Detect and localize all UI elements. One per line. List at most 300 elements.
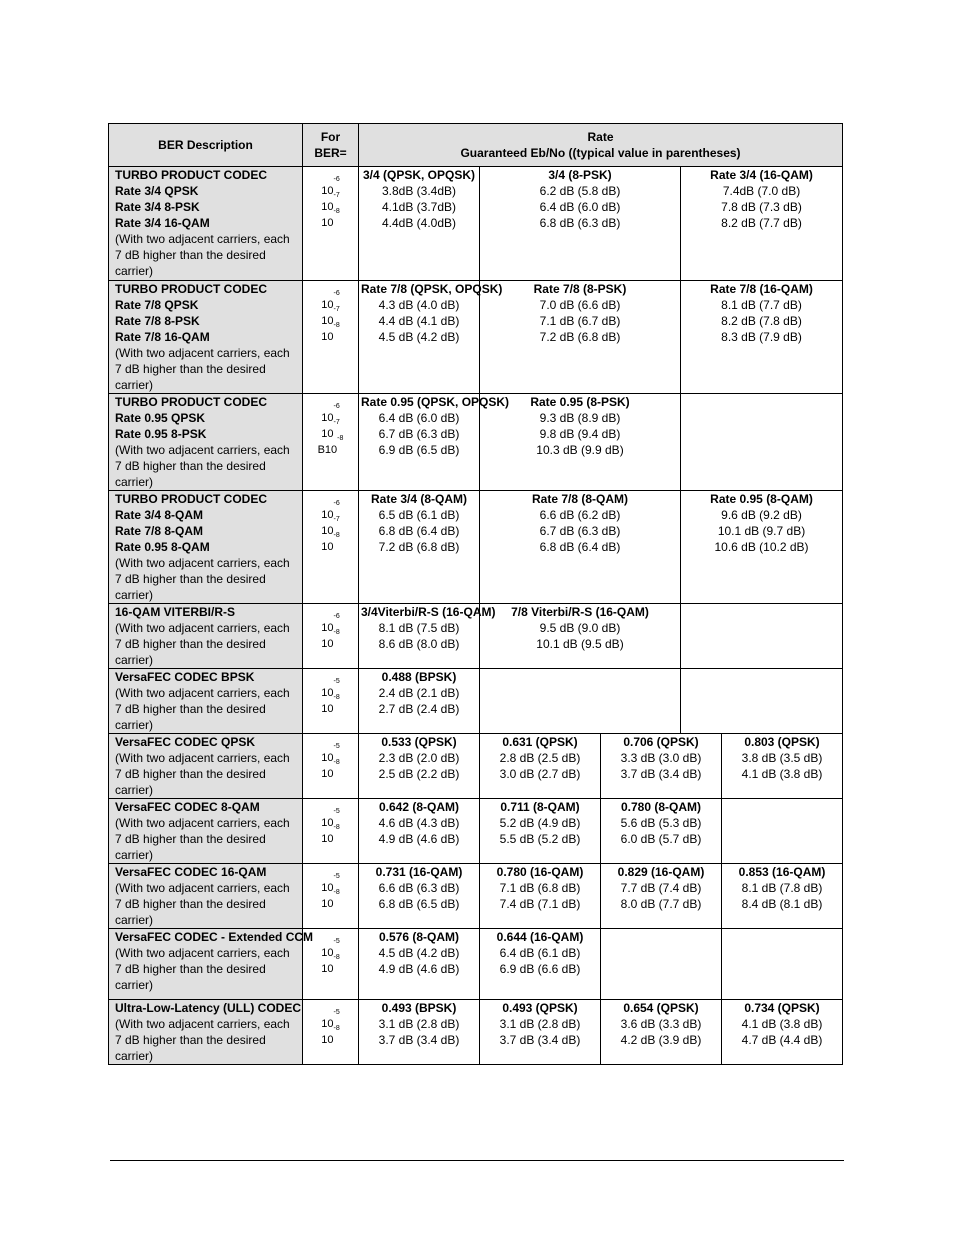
ber-exponent: -8: [333, 532, 340, 539]
ber-value: [303, 629, 358, 652]
description-note: (With two adjacent carriers, each 7 dB higher than the desired carrier): [115, 621, 290, 667]
description-title: VersaFEC CODEC QPSK: [115, 735, 256, 749]
ber-value: [303, 1009, 358, 1032]
ber-value: [303, 873, 358, 896]
ber-exponent: -6: [333, 290, 340, 297]
table-row: [109, 864, 843, 929]
description-note: (With two adjacent carriers, each 7 dB higher than the desired carrier): [115, 232, 290, 278]
description-title: Rate 7/8 8-PSK: [115, 314, 200, 328]
description-title: VersaFEC CODEC BPSK: [115, 670, 255, 684]
eb-no-value: 4.1dB (3.7dB): [381, 200, 457, 214]
table-row: [109, 799, 843, 864]
ber-mantissa: B10: [317, 444, 338, 456]
rate-cell: [359, 734, 480, 799]
rate-title: 0.711 (8-QAM): [500, 800, 580, 814]
eb-no-value: 8.1 dB (7.8 dB): [741, 881, 823, 895]
eb-no-value: 6.2 dB (5.8 dB): [539, 184, 621, 198]
eb-no-value: 2.8 dB (2.5 dB): [499, 751, 581, 765]
ber-description-cell: [109, 799, 303, 864]
eb-no-value: 4.4 dB (4.1 dB): [378, 314, 460, 328]
eb-no-value: 7.8 dB (7.3 dB): [721, 200, 802, 214]
description-note: (With two adjacent carriers, each 7 dB higher than the desired carrier): [115, 443, 290, 489]
eb-no-value: 4.1 dB (3.8 dB): [741, 767, 823, 781]
eb-no-value: 9.8 dB (9.4 dB): [539, 427, 621, 441]
eb-no-value: 6.4 dB (6.1 dB): [499, 946, 581, 960]
rate-title: 0.488 (BPSK): [381, 670, 457, 684]
ber-value-cell: [303, 167, 359, 281]
eb-no-value: 2.3 dB (2.0 dB): [378, 751, 460, 765]
rate-cell: [681, 394, 843, 491]
description-note: (With two adjacent carriers, each 7 dB higher than the desired carrier): [115, 816, 290, 862]
eb-no-value: 6.0 dB (5.7 dB): [620, 832, 702, 846]
eb-no-value: 2.7 dB (2.4 dB): [378, 702, 460, 716]
ber-exponent: -8: [333, 208, 340, 215]
rate-cell: [722, 799, 843, 864]
header-ber-description: [109, 124, 303, 167]
description-note: (With two adjacent carriers, each 7 dB higher than the desired carrier): [115, 1017, 290, 1063]
description-title: Rate 7/8 8-QAM: [115, 524, 204, 538]
ber-description-cell: [109, 394, 303, 491]
ber-exponent: -5: [333, 938, 340, 945]
ber-mantissa: 10: [321, 428, 334, 440]
ber-mantissa: 10: [321, 898, 334, 910]
eb-no-value: 7.0 dB (6.6 dB): [539, 298, 621, 312]
table-row: [109, 669, 843, 734]
eb-no-value: 5.5 dB (5.2 dB): [499, 832, 581, 846]
ber-mantissa: 10: [321, 882, 334, 894]
ber-mantissa: 10: [321, 768, 334, 780]
ber-description-cell: [109, 669, 303, 734]
ber-value-cell: [303, 604, 359, 669]
eb-no-value: 4.3 dB (4.0 dB): [378, 298, 460, 312]
rate-title: 0.631 (QPSK): [502, 735, 578, 749]
ber-mantissa: 10: [321, 703, 334, 715]
eb-no-value: 8.1 dB (7.7 dB): [721, 298, 802, 312]
description-title: TURBO PRODUCT CODEC: [115, 168, 267, 182]
rate-title: 0.780 (8-QAM): [620, 800, 702, 814]
description-title: Ultra-Low-Latency (ULL) CODEC: [115, 1001, 301, 1015]
rate-title: 0.731 (16-QAM): [375, 865, 463, 879]
eb-no-value: 8.1 dB (7.5 dB): [378, 621, 460, 635]
eb-no-value: 4.5 dB (4.2 dB): [378, 330, 460, 344]
ber-mantissa: 10: [321, 509, 334, 521]
rate-title: 3/4Viterbi/R-S (16-QAM): [361, 605, 496, 619]
ber-value: [303, 322, 358, 345]
description-note: (With two adjacent carriers, each 7 dB higher than the desired carrier): [115, 556, 290, 602]
rate-cell: [359, 394, 510, 491]
ber-value: [303, 176, 358, 199]
header-ber-label: BER=: [314, 146, 347, 160]
eb-no-value: 4.2 dB (3.9 dB): [620, 1033, 702, 1047]
description-title: 16-QAM VITERBI/R-S: [115, 605, 236, 619]
ber-mantissa: 10: [321, 315, 334, 327]
eb-no-value: 7.7 dB (7.4 dB): [620, 881, 702, 895]
ber-exponent: -8: [333, 1025, 340, 1032]
rate-cell: [722, 734, 843, 799]
rate-title: Rate 7/8 (8-PSK): [533, 282, 627, 296]
eb-no-value: 6.8 dB (6.5 dB): [378, 897, 460, 911]
ber-exponent: -6: [333, 403, 340, 410]
ber-value: [303, 500, 358, 523]
eb-no-value: 4.9 dB (4.6 dB): [378, 962, 460, 976]
rate-cell: [359, 799, 480, 864]
rate-title: 0.644 (16-QAM): [496, 930, 584, 944]
description-title: Rate 3/4 8-QAM: [115, 508, 204, 522]
header-rate-label: Rate: [587, 130, 614, 144]
rate-cell: [722, 1000, 843, 1065]
ber-value: [303, 435, 358, 458]
rate-cell: [480, 491, 681, 604]
description-title: VersaFEC CODEC 8-QAM: [115, 800, 260, 814]
ber-description-cell: [109, 864, 303, 929]
rate-title: Rate 0.95 (QPSK, OPQSK): [361, 395, 510, 409]
description-note: (With two adjacent carriers, each 7 dB higher than the desired carrier): [115, 881, 290, 927]
eb-no-value: 9.5 dB (9.0 dB): [539, 621, 621, 635]
rate-title: 0.654 (QPSK): [623, 1001, 699, 1015]
ber-exponent: -5: [333, 808, 340, 815]
table-row: [109, 491, 843, 604]
ber-mantissa: 10: [321, 412, 334, 424]
footer-divider: [110, 1160, 844, 1161]
ber-mantissa: 10: [321, 217, 334, 229]
ber-exponent: -6: [333, 176, 340, 183]
eb-no-value: 3.1 dB (2.8 dB): [378, 1017, 460, 1031]
rate-cell: [681, 604, 843, 669]
ber-spec-table: [108, 123, 843, 1065]
rate-cell: [480, 281, 681, 394]
rate-cell: [480, 799, 601, 864]
description-title: Rate 0.95 8-PSK: [115, 427, 207, 441]
description-title: Rate 3/4 QPSK: [115, 184, 199, 198]
eb-no-value: 6.5 dB (6.1 dB): [378, 508, 460, 522]
rate-title: 0.734 (QPSK): [744, 1001, 820, 1015]
eb-no-value: 6.8 dB (6.3 dB): [539, 216, 621, 230]
ber-value: [303, 516, 358, 539]
rate-cell: [359, 669, 480, 734]
ber-spacer: [303, 864, 358, 880]
rate-cell: [480, 394, 681, 491]
ber-exponent: -5: [333, 873, 340, 880]
ber-description-cell: [109, 604, 303, 669]
description-title: TURBO PRODUCT CODEC: [115, 492, 267, 506]
ber-mantissa: 10: [321, 525, 334, 537]
ber-value: [303, 613, 358, 636]
eb-no-value: 7.4dB (7.0 dB): [722, 184, 801, 198]
eb-no-value: 6.7 dB (6.3 dB): [378, 427, 460, 441]
ber-exponent: -8: [333, 889, 340, 896]
table-body: [109, 167, 843, 1065]
rate-cell: [359, 491, 480, 604]
table-row: [109, 1000, 843, 1065]
rate-title: 0.533 (QPSK): [381, 735, 457, 749]
eb-no-value: 3.1 dB (2.8 dB): [499, 1017, 581, 1031]
rate-cell: [359, 864, 480, 929]
ber-spacer: [303, 669, 358, 685]
rate-title: Rate 3/4 (16-QAM): [710, 168, 813, 182]
rate-cell: [359, 281, 503, 394]
ber-mantissa: 10: [321, 947, 334, 959]
eb-no-value: 4.6 dB (4.3 dB): [378, 816, 460, 830]
ber-value: [303, 808, 358, 831]
rate-title: Rate 0.95 (8-PSK): [530, 395, 630, 409]
table-header-row: [109, 124, 843, 167]
ber-spacer: [303, 734, 358, 750]
eb-no-value: 8.0 dB (7.7 dB): [620, 897, 702, 911]
description-title: Rate 3/4 8-PSK: [115, 200, 200, 214]
eb-no-value: 8.4 dB (8.1 dB): [741, 897, 823, 911]
rate-title: 0.853 (16-QAM): [738, 865, 826, 879]
rate-cell: [480, 604, 681, 669]
ber-mantissa: 10: [321, 752, 334, 764]
rate-title: Rate 7/8 (16-QAM): [710, 282, 813, 296]
rate-title: 0.493 (QPSK): [502, 1001, 578, 1015]
ber-spacer: [303, 281, 358, 297]
rate-cell: [480, 734, 601, 799]
ber-value: [303, 889, 358, 912]
eb-no-value: 7.1 dB (6.7 dB): [539, 314, 621, 328]
ber-value-cell: [303, 1000, 359, 1065]
ber-description-cell: [109, 281, 303, 394]
ber-mantissa: 10: [321, 622, 334, 634]
rate-title: 0.780 (16-QAM): [496, 865, 584, 879]
ber-value: [303, 759, 358, 782]
rate-cell: [359, 1000, 480, 1065]
eb-no-value: 6.8 dB (6.4 dB): [539, 540, 621, 554]
ber-description-cell: [109, 1000, 303, 1065]
eb-no-value: 2.5 dB (2.2 dB): [378, 767, 460, 781]
description-note: (With two adjacent carriers, each 7 dB higher than the desired carrier): [115, 346, 290, 392]
ber-spacer: [303, 799, 358, 815]
ber-exponent: -7: [333, 516, 340, 523]
eb-no-value: 6.4 dB (6.0 dB): [378, 411, 460, 425]
eb-no-value: 3.7 dB (3.4 dB): [620, 767, 702, 781]
ber-mantissa: 10: [321, 201, 334, 213]
header-for-ber: [303, 124, 359, 167]
ber-spacer: [303, 491, 358, 507]
eb-no-value: 10.1 dB (9.5 dB): [536, 637, 624, 651]
description-note: (With two adjacent carriers, each 7 dB higher than the desired carrier): [115, 686, 290, 732]
ber-exponent: -7: [333, 306, 340, 313]
eb-no-value: 4.4dB (4.0dB): [381, 216, 457, 230]
table-row: [109, 167, 843, 281]
ber-mantissa: 10: [321, 299, 334, 311]
ber-exponent: -6: [333, 500, 340, 507]
rate-cell: [480, 864, 601, 929]
ber-spacer: [303, 394, 358, 410]
rate-cell: [601, 799, 722, 864]
rate-cell: [359, 167, 480, 281]
eb-no-value: 10.1 dB (9.7 dB): [717, 524, 806, 538]
ber-mantissa: 10: [321, 185, 334, 197]
eb-no-value: 3.8 dB (3.5 dB): [741, 751, 823, 765]
ber-exponent: -8: [333, 759, 340, 766]
rate-title: 0.642 (8-QAM): [378, 800, 460, 814]
rate-cell: [480, 929, 601, 1000]
rate-cell: [681, 491, 843, 604]
rate-cell: [722, 929, 843, 1000]
eb-no-value: 5.2 dB (4.9 dB): [499, 816, 581, 830]
ber-mantissa: 10: [321, 687, 334, 699]
ber-value: [303, 694, 358, 717]
ber-mantissa: 10: [321, 963, 334, 975]
rate-title: 0.706 (QPSK): [623, 735, 699, 749]
rate-cell: [359, 929, 480, 1000]
eb-no-value: 4.1 dB (3.8 dB): [741, 1017, 823, 1031]
rate-cell: [681, 281, 843, 394]
ber-description-cell: [109, 491, 303, 604]
ber-exponent: -8: [333, 954, 340, 961]
eb-no-value: 6.9 dB (6.5 dB): [378, 443, 460, 457]
ber-description-cell: [109, 167, 303, 281]
eb-no-value: 9.6 dB (9.2 dB): [721, 508, 802, 522]
eb-no-value: 3.6 dB (3.3 dB): [620, 1017, 702, 1031]
ber-value-cell: [303, 669, 359, 734]
ber-mantissa: 10: [321, 638, 334, 650]
ber-exponent: -5: [333, 1009, 340, 1016]
rate-title: 0.803 (QPSK): [744, 735, 820, 749]
ber-exponent: -8: [333, 824, 340, 831]
rate-cell: [601, 864, 722, 929]
rate-title: Rate 0.95 (8-QAM): [710, 492, 813, 506]
ber-value: [303, 208, 358, 231]
ber-exponent: -6: [333, 613, 340, 620]
eb-no-value: 5.6 dB (5.3 dB): [620, 816, 702, 830]
ber-value-cell: [303, 281, 359, 394]
description-note: (With two adjacent carriers, each 7 dB higher than the desired carrier): [115, 751, 290, 797]
ber-value-cell: [303, 864, 359, 929]
eb-no-value: 8.2 dB (7.8 dB): [721, 314, 802, 328]
rate-title: 3/4 (8-PSK): [548, 168, 612, 182]
ber-mantissa: 10: [321, 541, 334, 553]
table-row: [109, 281, 843, 394]
eb-no-value: 4.7 dB (4.4 dB): [741, 1033, 823, 1047]
header-rate: [359, 124, 843, 167]
rate-title: 3/4 (QPSK, OPQSK): [362, 168, 476, 182]
rate-cell: [480, 167, 681, 281]
description-title: VersaFEC CODEC - Extended CCM: [115, 930, 314, 944]
rate-cell: [601, 734, 722, 799]
rate-cell: [359, 604, 496, 669]
table-row: [109, 929, 843, 1000]
rate-title: 0.576 (8-QAM): [378, 930, 460, 944]
rate-title: 0.493 (BPSK): [381, 1001, 457, 1015]
rate-title: Rate 3/4 (8-QAM): [370, 492, 468, 506]
eb-no-value: 3.8dB (3.4dB): [381, 184, 457, 198]
ber-description-cell: [109, 929, 314, 1000]
description-title: Rate 0.95 QPSK: [115, 411, 206, 425]
rate-title: Rate 7/8 (8-QAM): [531, 492, 629, 506]
table-row: [109, 604, 843, 669]
eb-no-value: 3.3 dB (3.0 dB): [620, 751, 702, 765]
ber-spacer: [303, 167, 358, 183]
eb-no-value: 4.9 dB (4.6 dB): [378, 832, 460, 846]
ber-value: [303, 1025, 358, 1048]
rate-cell: [681, 167, 843, 281]
ber-value: [303, 954, 358, 977]
description-title: Rate 7/8 16-QAM: [115, 330, 210, 344]
ber-exponent: -7: [333, 192, 340, 199]
rate-title: 7/8 Viterbi/R-S (16-QAM): [511, 605, 649, 619]
eb-no-value: 8.2 dB (7.7 dB): [721, 216, 802, 230]
ber-description-cell: [109, 734, 303, 799]
eb-no-value: 7.2 dB (6.8 dB): [378, 540, 460, 554]
ber-spacer: [303, 1000, 358, 1016]
rate-cell: [722, 864, 843, 929]
rate-title: Rate 7/8 (QPSK, OPQSK): [361, 282, 503, 296]
ber-value: [303, 403, 358, 426]
rate-cell: [601, 929, 722, 1000]
ber-exponent: -7: [333, 419, 340, 426]
ber-value: [303, 532, 358, 555]
eb-no-value: 9.3 dB (8.9 dB): [539, 411, 621, 425]
ber-value: [303, 290, 358, 313]
ber-value-cell: [303, 394, 359, 491]
eb-no-value: 6.6 dB (6.2 dB): [539, 508, 621, 522]
eb-no-value: 10.3 dB (9.9 dB): [536, 443, 624, 457]
rate-cell: [601, 1000, 722, 1065]
table-row: [109, 734, 843, 799]
ber-exponent: -8: [337, 435, 344, 442]
description-title: TURBO PRODUCT CODEC: [115, 395, 267, 409]
ber-mantissa: 10: [321, 817, 334, 829]
header-for-label: For: [320, 130, 341, 144]
table-row: [109, 394, 843, 491]
eb-no-value: 4.5 dB (4.2 dB): [378, 946, 460, 960]
ber-exponent: -8: [333, 322, 340, 329]
ber-value: [303, 419, 358, 442]
eb-no-value: 7.4 dB (7.1 dB): [499, 897, 581, 911]
rate-cell: [681, 669, 843, 734]
eb-no-value: 10.6 dB (10.2 dB): [714, 540, 809, 554]
ber-value-cell: [303, 799, 359, 864]
eb-no-value: 3.7 dB (3.4 dB): [378, 1033, 460, 1047]
eb-no-value: 6.4 dB (6.0 dB): [539, 200, 621, 214]
ber-mantissa: 10: [321, 1034, 334, 1046]
eb-no-value: 6.9 dB (6.6 dB): [499, 962, 581, 976]
ber-value-cell: [303, 734, 359, 799]
ber-exponent: -8: [333, 629, 340, 636]
ber-mantissa: 10: [321, 331, 334, 343]
ber-exponent: -5: [333, 743, 340, 750]
description-note: (With two adjacent carriers, each 7 dB higher than the desired carrier): [115, 946, 290, 992]
eb-no-value: 8.3 dB (7.9 dB): [721, 330, 802, 344]
rate-title: 0.829 (16-QAM): [617, 865, 705, 879]
rate-cell: [480, 669, 681, 734]
eb-no-value: 7.2 dB (6.8 dB): [539, 330, 621, 344]
ber-value: [303, 824, 358, 847]
description-title: Rate 0.95 8-QAM: [115, 540, 210, 554]
ber-exponent: -5: [333, 678, 340, 685]
ber-value: [303, 306, 358, 329]
description-title: VersaFEC CODEC 16-QAM: [115, 865, 267, 879]
eb-no-value: 8.6 dB (8.0 dB): [378, 637, 460, 651]
ber-spacer: [303, 604, 358, 620]
ber-value: [303, 743, 358, 766]
eb-no-value: 3.7 dB (3.4 dB): [499, 1033, 581, 1047]
description-title: Rate 3/4 16-QAM: [115, 216, 210, 230]
ber-value: [303, 192, 358, 215]
eb-no-value: 3.0 dB (2.7 dB): [499, 767, 581, 781]
rate-cell: [480, 1000, 601, 1065]
ber-mantissa: 10: [321, 833, 334, 845]
header-desc-label: BER Description: [158, 138, 253, 152]
eb-no-value: 6.6 dB (6.3 dB): [378, 881, 460, 895]
ber-value: [303, 938, 358, 961]
eb-no-value: 7.1 dB (6.8 dB): [499, 881, 581, 895]
header-rate-sublabel: Guaranteed Eb/No ((typical value in parentheses): [460, 146, 741, 160]
eb-no-value: 2.4 dB (2.1 dB): [378, 686, 460, 700]
ber-exponent: -8: [333, 694, 340, 701]
